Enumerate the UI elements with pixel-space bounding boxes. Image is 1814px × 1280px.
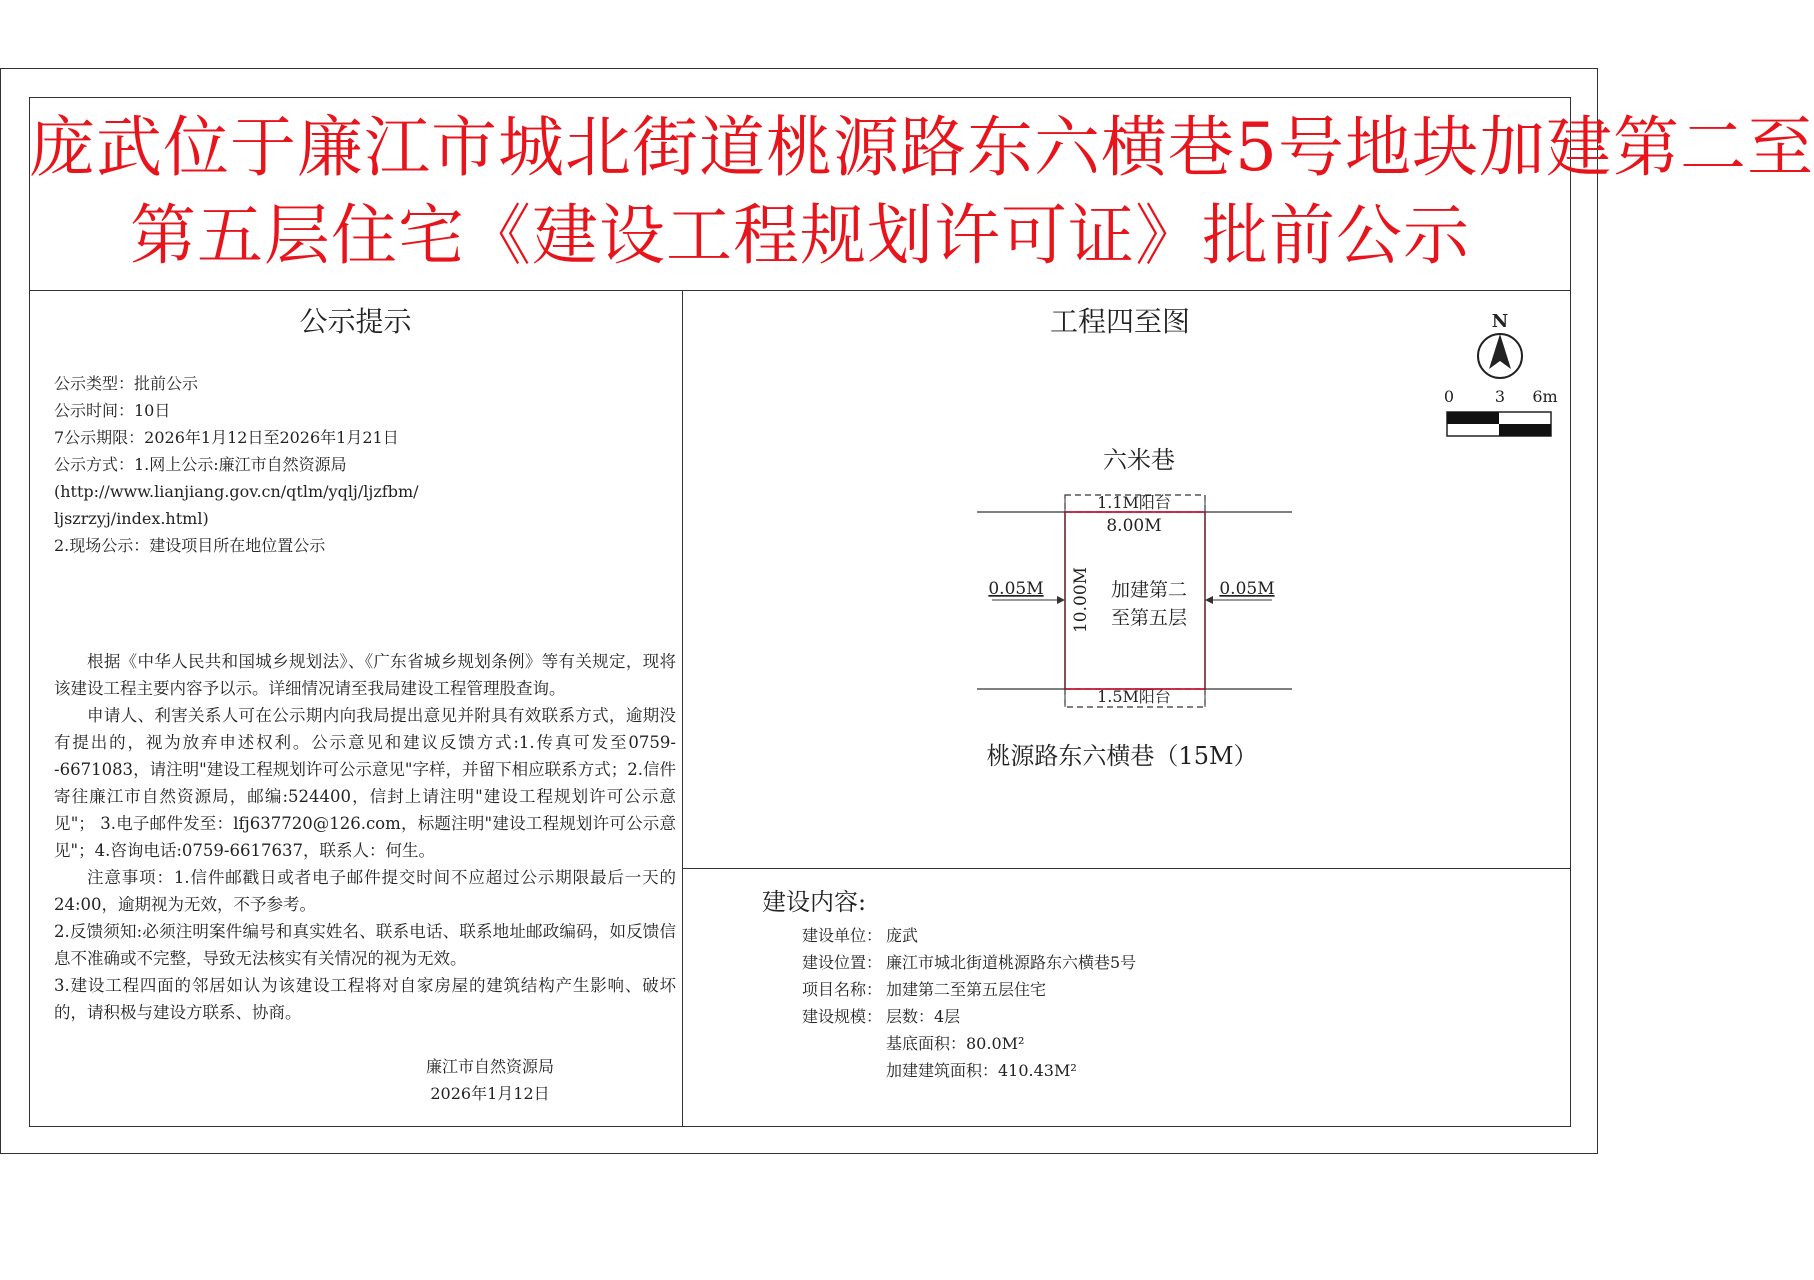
scale-label-6: 6m bbox=[1532, 387, 1558, 406]
title-line-1: 庞武位于廉江市城北街道桃源路东六横巷5号地块加建第二至 bbox=[29, 109, 1814, 186]
map-heading: 工程四至图 bbox=[1049, 305, 1190, 338]
scale-label: 建设规模： bbox=[802, 1007, 883, 1026]
notice-duration: 公示时间：10日 bbox=[54, 401, 171, 420]
notice-body-1: 根据《中华人民共和国城乡规划法》、《广东省城乡规划条例》等有关规定，现将该建设工程主要内容予以示。详细情况请至我局建设工程管理股查询。 bbox=[54, 652, 676, 698]
added-area-value: 加建建筑面积：410.43M² bbox=[886, 1061, 1077, 1080]
notice-date: 2026年1月12日 bbox=[430, 1084, 550, 1103]
scale-label-0: 0 bbox=[1443, 387, 1455, 406]
notice-signer: 廉江市自然资源局 bbox=[425, 1057, 554, 1076]
project-value: 加建第二至第五层住宅 bbox=[886, 980, 1047, 999]
notice-method: 公示方式：1.网上公示:廉江市自然资源局 bbox=[54, 455, 347, 474]
project-label: 项目名称： bbox=[802, 980, 883, 999]
unit-value: 庞武 bbox=[886, 926, 919, 945]
building-label-2: 至第五层 bbox=[1110, 607, 1188, 629]
width-dimension: 8.00M bbox=[1106, 516, 1162, 536]
notice-type: 公示类型：批前公示 bbox=[54, 374, 199, 393]
notice-url-line-2: ljszrzyj/index.html) bbox=[54, 509, 209, 528]
floors-value: 层数：4层 bbox=[886, 1007, 961, 1026]
building-label-1: 加建第二 bbox=[1110, 579, 1188, 601]
notice-url-line-1: (http://www.lianjiang.gov.cn/qtlm/yqlj/ljzfbm/ bbox=[54, 482, 419, 501]
north-arrow-icon bbox=[1478, 311, 1522, 378]
road-south-label: 桃源路东六横巷（15M） bbox=[986, 742, 1258, 770]
road-north-label: 六米巷 bbox=[1103, 446, 1175, 474]
setback-right: 0.05M bbox=[1219, 579, 1275, 599]
map-divider bbox=[682, 868, 1571, 869]
depth-dimension: 10.00M bbox=[1071, 566, 1091, 634]
scale-bar bbox=[1444, 387, 1558, 436]
notice-heading: 公示提示 bbox=[299, 305, 412, 338]
location-value: 廉江市城北街道桃源路东六横巷5号 bbox=[886, 953, 1137, 972]
notice-period: 7公示期限：2026年1月12日至2026年1月21日 bbox=[54, 428, 399, 447]
construction-heading: 建设内容: bbox=[762, 888, 867, 916]
location-label: 建设位置： bbox=[802, 953, 883, 972]
notice-body-4: 2.反馈须知:必须注明案件编号和真实姓名、联系电话、联系地址邮政编码，如反馈信息不准确或不完整，导致无法核实有关情况的视为无效。 bbox=[54, 922, 676, 968]
north-label: N bbox=[1491, 311, 1509, 332]
balcony-south-label: 1.5M阳台 bbox=[1097, 687, 1171, 706]
base-area-value: 基底面积：80.0M² bbox=[886, 1034, 1025, 1053]
notice-body bbox=[54, 648, 676, 1026]
notice-body-3: 注意事项：1.信件邮戳日或者电子邮件提交时间不应超过公示期限最后一天的24:00，逾期视为无效，不予参考。 bbox=[54, 868, 676, 914]
title-line-2: 第五层住宅《建设工程规划许可证》批前公示 bbox=[130, 197, 1470, 274]
notice-body-5: 3.建设工程四面的邻居如认为该建设工程将对自家房屋的建筑结构产生影响、破坏的，请积极与建设方联系、协商。 bbox=[54, 976, 676, 1022]
site-map bbox=[682, 291, 1571, 867]
notice-body-2: 申请人、利害关系人可在公示期内向我局提出意见并附具有效联系方式，逾期没有提出的，视为放弃申述权利。公示意见和建议反馈方式:1.传真可发至0759--6671083，请注明"建设工程规划许可公示意见"字样，并留下相应联系方式；2.信件寄往廉江市自然资源局，邮编:524400，信封上请注明"建设工程规划许可公示意见"； 3.电子邮件发至：lfj637720@126.com，标题注明"建设工程规划许可公示意见"；4.咨询电话:0759-6617637，联系人：何生。 bbox=[54, 706, 676, 860]
balcony-north-label: 1.1M阳台 bbox=[1097, 493, 1171, 512]
setback-left: 0.05M bbox=[988, 579, 1044, 599]
scale-label-3: 3 bbox=[1494, 387, 1506, 406]
unit-label: 建设单位： bbox=[802, 926, 883, 945]
notice-onsite: 2.现场公示：建设项目所在地位置公示 bbox=[54, 536, 326, 555]
